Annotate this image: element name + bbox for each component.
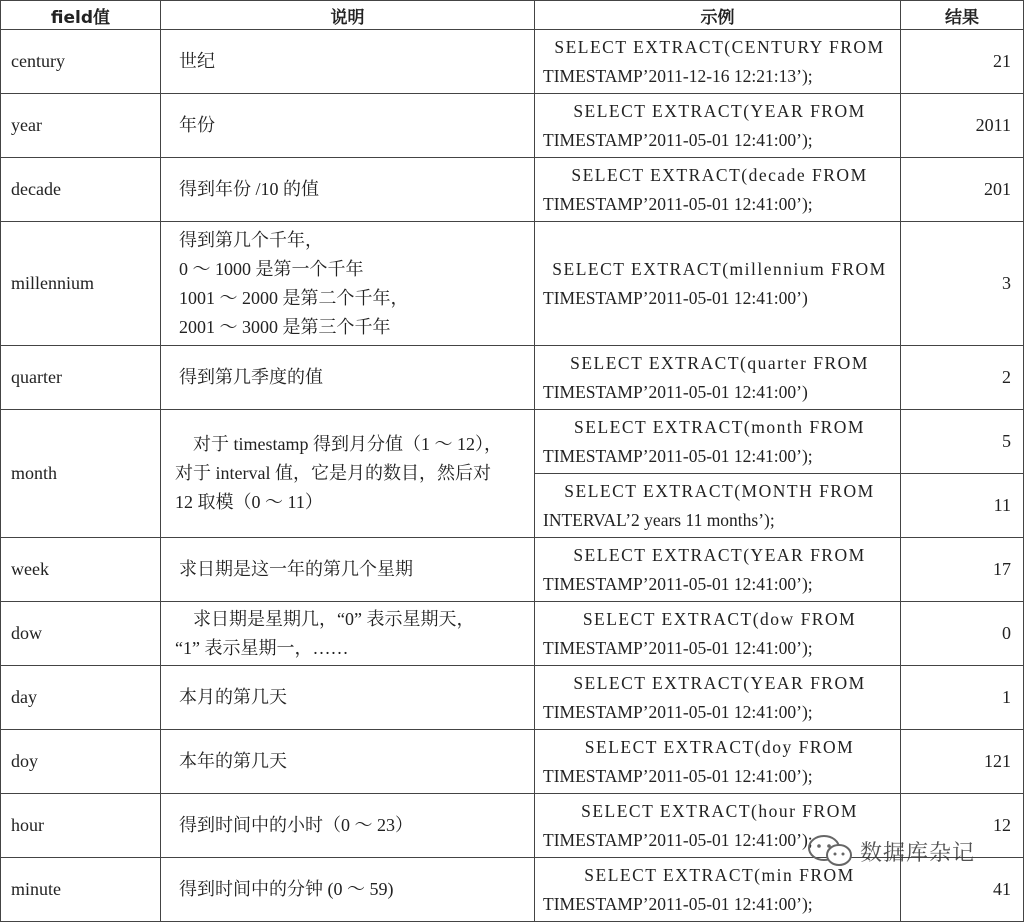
field-name: decade bbox=[1, 158, 161, 222]
table-row bbox=[1, 794, 1024, 858]
description-line: 得到年份 /10 的值 bbox=[179, 179, 320, 199]
description-line: 得到时间中的小时（0 ～ 23） bbox=[179, 815, 413, 835]
example-line-1: SELECT EXTRACT(month FROM bbox=[574, 416, 865, 437]
table-body bbox=[1, 30, 1024, 922]
description-line: 世纪 bbox=[179, 51, 215, 71]
example-line-1: SELECT EXTRACT(YEAR FROM bbox=[573, 672, 866, 693]
example-sql bbox=[535, 94, 901, 158]
description-line: “1” 表示星期一，…… bbox=[175, 637, 349, 658]
field-description bbox=[161, 222, 535, 346]
field-description bbox=[161, 30, 535, 94]
result-value: 21 bbox=[901, 30, 1024, 94]
example-line-2: TIMESTAMP’2011-05-01 12:41:00’) bbox=[543, 381, 808, 402]
example-sql bbox=[535, 538, 901, 602]
example-line-2: INTERVAL’2 years 11 months’); bbox=[543, 509, 775, 530]
field-description bbox=[161, 858, 535, 922]
example-sql bbox=[535, 858, 901, 922]
description-line: 对于 interval 值，它是月的数目，然后对 bbox=[175, 463, 491, 483]
example-line-1: SELECT EXTRACT(doy FROM bbox=[584, 736, 855, 757]
example-line-1: SELECT EXTRACT(YEAR FROM bbox=[573, 544, 866, 565]
example-sql bbox=[535, 474, 901, 538]
example-line-1: SELECT EXTRACT(hour FROM bbox=[581, 800, 858, 821]
table-row bbox=[1, 858, 1024, 922]
example-sql bbox=[535, 666, 901, 730]
example-line-2: TIMESTAMP’2011-05-01 12:41:00’); bbox=[543, 701, 813, 722]
example-line-2: TIMESTAMP’2011-05-01 12:41:00’); bbox=[543, 637, 813, 658]
description-line: 年份 bbox=[179, 115, 215, 135]
result-value: 5 bbox=[901, 410, 1024, 474]
field-name: year bbox=[1, 94, 161, 158]
result-value: 41 bbox=[901, 858, 1024, 922]
example-line-1: SELECT EXTRACT(MONTH FROM bbox=[564, 480, 875, 501]
field-name: century bbox=[1, 30, 161, 94]
example-line-1: SELECT EXTRACT(dow FROM bbox=[582, 608, 857, 629]
field-description bbox=[161, 794, 535, 858]
table-row bbox=[1, 538, 1024, 602]
result-value: 17 bbox=[901, 538, 1024, 602]
result-value: 11 bbox=[901, 474, 1024, 538]
example-line-1: SELECT EXTRACT(quarter FROM bbox=[570, 352, 869, 373]
result-value: 121 bbox=[901, 730, 1024, 794]
field-name: dow bbox=[1, 602, 161, 666]
table-row bbox=[1, 30, 1024, 94]
description-line: 求日期是这一年的第几个星期 bbox=[179, 559, 413, 579]
example-line-2: TIMESTAMP’2011-12-16 12:21:13’); bbox=[543, 65, 813, 86]
field-description bbox=[161, 410, 535, 538]
result-value: 2011 bbox=[901, 94, 1024, 158]
description-line: 得到第几个千年， bbox=[179, 229, 323, 250]
description-line: 得到时间中的分钟 (0 ～ 59) bbox=[179, 879, 394, 899]
example-line-2: TIMESTAMP’2011-05-01 12:41:00’); bbox=[543, 129, 813, 150]
example-line-2: TIMESTAMP’2011-05-01 12:41:00’); bbox=[543, 829, 813, 850]
header-description: 说明 bbox=[161, 1, 535, 30]
table-row bbox=[1, 730, 1024, 794]
example-sql bbox=[535, 410, 901, 474]
description-line: 求日期是星期几，“0” 表示星期天， bbox=[175, 608, 475, 629]
field-name: hour bbox=[1, 794, 161, 858]
field-description bbox=[161, 730, 535, 794]
description-line: 0 ～ 1000 是第一个千年 bbox=[179, 258, 364, 279]
description-line: 1001 ～ 2000 是第二个千年， bbox=[179, 287, 409, 308]
example-sql bbox=[535, 222, 901, 346]
table-row bbox=[1, 666, 1024, 730]
field-description bbox=[161, 602, 535, 666]
example-line-1: SELECT EXTRACT(min FROM bbox=[584, 864, 855, 885]
result-value: 2 bbox=[901, 346, 1024, 410]
result-value: 201 bbox=[901, 158, 1024, 222]
description-line: 本月的第几天 bbox=[179, 687, 287, 707]
example-line-1: SELECT EXTRACT(CENTURY FROM bbox=[554, 36, 885, 57]
example-sql bbox=[535, 730, 901, 794]
result-value: 12 bbox=[901, 794, 1024, 858]
field-description bbox=[161, 158, 535, 222]
field-name: month bbox=[1, 410, 161, 538]
description-line: 2001 ～ 3000 是第三个千年 bbox=[179, 316, 391, 337]
example-line-1: SELECT EXTRACT(decade FROM bbox=[571, 164, 868, 185]
result-value: 0 bbox=[901, 602, 1024, 666]
table-row bbox=[1, 94, 1024, 158]
field-name: week bbox=[1, 538, 161, 602]
description-line: 得到第几季度的值 bbox=[179, 367, 323, 387]
table-row bbox=[1, 158, 1024, 222]
example-line-2: TIMESTAMP’2011-05-01 12:41:00’); bbox=[543, 893, 813, 914]
example-sql bbox=[535, 30, 901, 94]
example-line-2: TIMESTAMP’2011-05-01 12:41:00’) bbox=[543, 287, 808, 308]
field-name: quarter bbox=[1, 346, 161, 410]
field-name: doy bbox=[1, 730, 161, 794]
description-line: 本年的第几天 bbox=[179, 751, 287, 771]
description-line: 12 取模（0 ～ 11） bbox=[175, 492, 323, 512]
table-row bbox=[1, 410, 1024, 474]
example-sql bbox=[535, 346, 901, 410]
table-row bbox=[1, 222, 1024, 346]
example-line-2: TIMESTAMP’2011-05-01 12:41:00’); bbox=[543, 765, 813, 786]
example-sql bbox=[535, 794, 901, 858]
example-line-1: SELECT EXTRACT(millennium FROM bbox=[552, 258, 887, 279]
table-row bbox=[1, 346, 1024, 410]
example-line-1: SELECT EXTRACT(YEAR FROM bbox=[573, 100, 866, 121]
field-description bbox=[161, 94, 535, 158]
header-example: 示例 bbox=[535, 1, 901, 30]
header-result: 结果 bbox=[901, 1, 1024, 30]
field-description bbox=[161, 346, 535, 410]
result-value: 1 bbox=[901, 666, 1024, 730]
table-header-row bbox=[1, 1, 1024, 30]
result-value: 3 bbox=[901, 222, 1024, 346]
table-row bbox=[1, 602, 1024, 666]
example-line-2: TIMESTAMP’2011-05-01 12:41:00’); bbox=[543, 445, 813, 466]
description-line: 对于 timestamp 得到月分值（1 ～ 12）， bbox=[175, 434, 502, 454]
example-line-2: TIMESTAMP’2011-05-01 12:41:00’); bbox=[543, 573, 813, 594]
header-field: field值 bbox=[1, 1, 161, 30]
watermark-text: 数据库杂记 bbox=[860, 840, 976, 866]
field-description bbox=[161, 538, 535, 602]
example-line-2: TIMESTAMP’2011-05-01 12:41:00’); bbox=[543, 193, 813, 214]
field-name: millennium bbox=[1, 222, 161, 346]
example-sql bbox=[535, 158, 901, 222]
field-description bbox=[161, 666, 535, 730]
field-name: minute bbox=[1, 858, 161, 922]
example-sql bbox=[535, 602, 901, 666]
field-name: day bbox=[1, 666, 161, 730]
